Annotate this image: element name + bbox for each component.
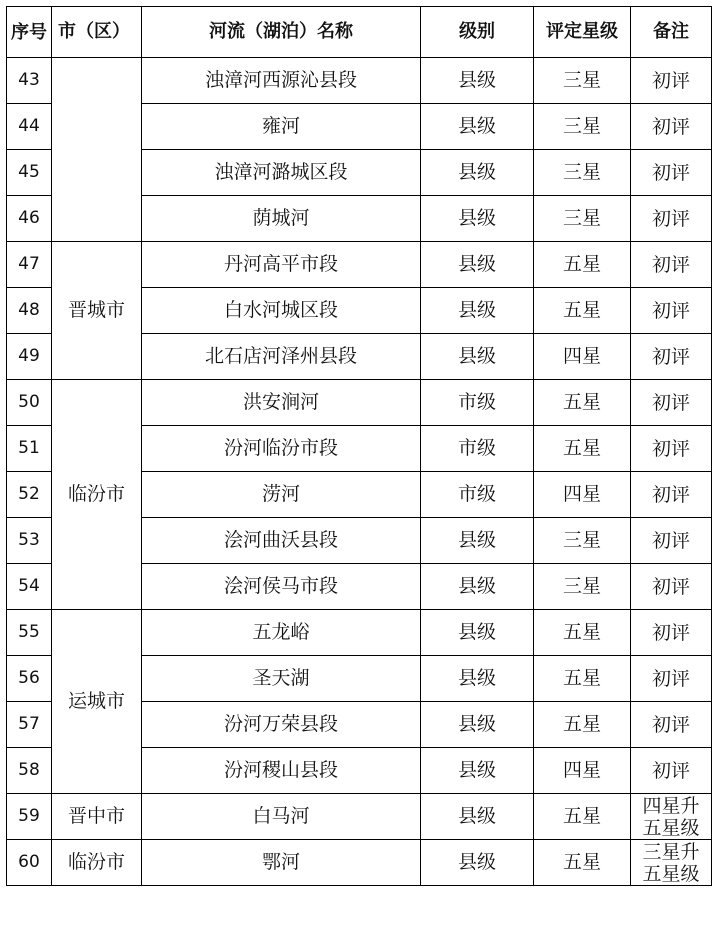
row-city	[52, 58, 142, 242]
row-name: 浊漳河潞城区段	[142, 150, 421, 196]
row-seq: 56	[7, 656, 52, 702]
row-name: 浍河曲沃县段	[142, 518, 421, 564]
row-level: 县级	[421, 150, 534, 196]
row-stars: 四星	[534, 748, 631, 794]
row-stars: 三星	[534, 518, 631, 564]
row-name: 白水河城区段	[142, 288, 421, 334]
row-name: 荫城河	[142, 196, 421, 242]
row-stars: 三星	[534, 196, 631, 242]
table-row	[7, 840, 712, 886]
row-seq: 46	[7, 196, 52, 242]
row-name: 汾河万荣县段	[142, 702, 421, 748]
row-stars: 三星	[534, 104, 631, 150]
row-note: 初评	[631, 380, 712, 426]
table-row	[7, 58, 712, 104]
header-note: 备注	[631, 7, 712, 58]
row-name: 洪安涧河	[142, 380, 421, 426]
row-stars: 三星	[534, 58, 631, 104]
row-name: 北石店河泽州县段	[142, 334, 421, 380]
row-name: 鄂河	[142, 840, 421, 886]
row-name: 浍河侯马市段	[142, 564, 421, 610]
table-row	[7, 610, 712, 656]
row-level: 县级	[421, 242, 534, 288]
row-note: 初评	[631, 564, 712, 610]
row-note: 初评	[631, 334, 712, 380]
row-seq: 52	[7, 472, 52, 518]
table-row	[7, 794, 712, 840]
row-stars: 三星	[534, 150, 631, 196]
header-stars: 评定星级	[534, 7, 631, 58]
row-note: 初评	[631, 288, 712, 334]
row-name: 白马河	[142, 794, 421, 840]
row-seq: 45	[7, 150, 52, 196]
row-level: 县级	[421, 288, 534, 334]
row-level: 县级	[421, 794, 534, 840]
row-stars: 五星	[534, 288, 631, 334]
row-seq: 49	[7, 334, 52, 380]
row-level: 县级	[421, 58, 534, 104]
header-city: 市（区）	[52, 7, 142, 58]
table-body	[7, 58, 712, 886]
row-note: 初评	[631, 702, 712, 748]
row-name: 涝河	[142, 472, 421, 518]
row-level: 县级	[421, 104, 534, 150]
header-name: 河流（湖泊）名称	[142, 7, 421, 58]
row-level: 市级	[421, 380, 534, 426]
row-level: 县级	[421, 656, 534, 702]
row-seq: 54	[7, 564, 52, 610]
row-stars: 四星	[534, 472, 631, 518]
row-stars: 五星	[534, 242, 631, 288]
river-rating-table	[6, 6, 712, 886]
row-note: 初评	[631, 150, 712, 196]
row-stars: 五星	[534, 840, 631, 886]
table-row	[7, 380, 712, 426]
row-level: 县级	[421, 610, 534, 656]
header-level: 级别	[421, 7, 534, 58]
row-name: 雍河	[142, 104, 421, 150]
row-level: 县级	[421, 748, 534, 794]
row-note: 三星升 五星级	[631, 840, 712, 886]
row-seq: 47	[7, 242, 52, 288]
row-stars: 五星	[534, 426, 631, 472]
row-seq: 59	[7, 794, 52, 840]
row-city: 运城市	[52, 610, 142, 794]
row-level: 县级	[421, 196, 534, 242]
row-name: 汾河稷山县段	[142, 748, 421, 794]
row-stars: 五星	[534, 380, 631, 426]
row-note: 初评	[631, 242, 712, 288]
row-stars: 四星	[534, 334, 631, 380]
row-stars: 五星	[534, 702, 631, 748]
row-seq: 57	[7, 702, 52, 748]
row-level: 县级	[421, 334, 534, 380]
table-header-row	[7, 7, 712, 58]
row-seq: 58	[7, 748, 52, 794]
row-note: 四星升 五星级	[631, 794, 712, 840]
row-level: 市级	[421, 472, 534, 518]
row-city: 晋中市	[52, 794, 142, 840]
row-note: 初评	[631, 426, 712, 472]
row-stars: 三星	[534, 564, 631, 610]
row-note: 初评	[631, 196, 712, 242]
row-note: 初评	[631, 656, 712, 702]
row-name: 汾河临汾市段	[142, 426, 421, 472]
row-seq: 44	[7, 104, 52, 150]
row-level: 县级	[421, 840, 534, 886]
row-name: 浊漳河西源沁县段	[142, 58, 421, 104]
row-note: 初评	[631, 472, 712, 518]
row-seq: 60	[7, 840, 52, 886]
row-level: 县级	[421, 702, 534, 748]
row-city: 晋城市	[52, 242, 142, 380]
row-name: 丹河高平市段	[142, 242, 421, 288]
row-seq: 55	[7, 610, 52, 656]
row-level: 县级	[421, 564, 534, 610]
row-note: 初评	[631, 58, 712, 104]
row-stars: 五星	[534, 610, 631, 656]
row-stars: 五星	[534, 656, 631, 702]
row-note: 初评	[631, 610, 712, 656]
row-city: 临汾市	[52, 380, 142, 610]
row-seq: 48	[7, 288, 52, 334]
row-level: 市级	[421, 426, 534, 472]
header-seq: 序号	[7, 7, 52, 58]
row-stars: 五星	[534, 794, 631, 840]
row-note: 初评	[631, 104, 712, 150]
row-seq: 51	[7, 426, 52, 472]
table-row	[7, 242, 712, 288]
row-seq: 50	[7, 380, 52, 426]
row-name: 圣天湖	[142, 656, 421, 702]
row-city: 临汾市	[52, 840, 142, 886]
row-level: 县级	[421, 518, 534, 564]
row-name: 五龙峪	[142, 610, 421, 656]
row-note: 初评	[631, 748, 712, 794]
row-seq: 53	[7, 518, 52, 564]
row-note: 初评	[631, 518, 712, 564]
row-seq: 43	[7, 58, 52, 104]
